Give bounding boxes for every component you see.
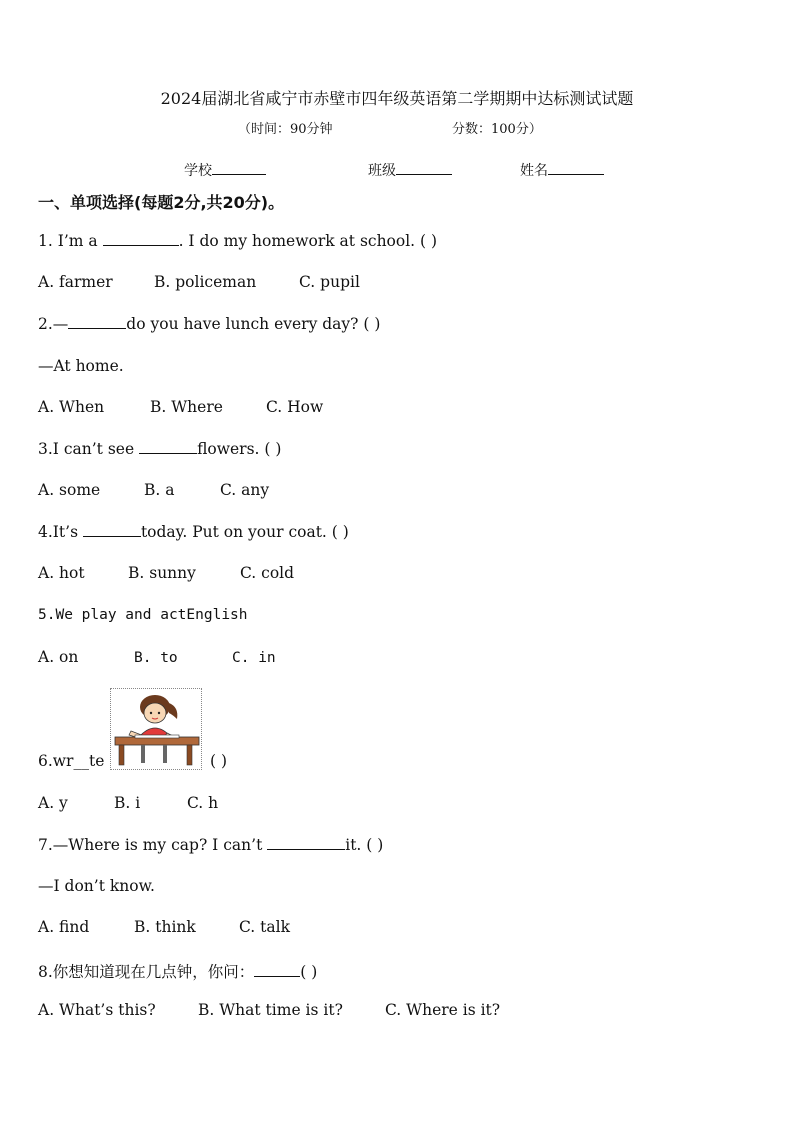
question-8 (38, 960, 317, 982)
exam-time: （时间：90分钟 (238, 122, 333, 137)
question-1-stem: 1. I’m a (38, 232, 103, 250)
question-4-options (38, 564, 294, 582)
option-c[interactable]: C. any (220, 481, 270, 499)
question-2-reply: —At home. (38, 357, 124, 375)
option-a[interactable]: A. hot (38, 564, 85, 582)
question-7 (38, 836, 383, 854)
question-6 (38, 752, 104, 770)
question-8-options (38, 1001, 500, 1019)
girl-writing-image (110, 688, 202, 770)
class-label: 班级 (368, 163, 396, 179)
question-7-reply: —I don’t know. (38, 877, 155, 895)
option-a[interactable]: A. some (38, 481, 101, 499)
question-7-blank[interactable] (267, 837, 345, 850)
question-8-stem-end: ( ) (300, 963, 318, 981)
question-7-options (38, 918, 290, 936)
page-title: 2024届湖北省咸宁市赤壁市四年级英语第二学期期中达标测试试题 (160, 89, 634, 108)
option-c[interactable]: C. pupil (299, 273, 360, 291)
question-3 (38, 440, 281, 458)
option-a[interactable]: A. find (38, 918, 90, 936)
question-3-stem-end: flowers. ( ) (197, 440, 282, 458)
question-8-stem: 8.你想知道现在几点钟，你问： (38, 963, 255, 981)
question-1-stem-end: . I do my homework at school. ( ) (178, 232, 438, 250)
option-a[interactable]: A. What’s this? (38, 1001, 156, 1019)
question-6-stem: 6.wr__te (38, 752, 105, 770)
question-1-options (38, 273, 360, 291)
question-6-answer-paren[interactable]: ( ) (210, 752, 228, 770)
question-3-options (38, 481, 269, 499)
option-c[interactable]: C. cold (240, 564, 295, 582)
option-c[interactable]: C. h (187, 794, 219, 812)
question-2-options (38, 398, 323, 416)
name-field (520, 160, 604, 180)
option-b[interactable]: B. What time is it? (198, 1001, 343, 1019)
question-1-blank[interactable] (103, 233, 179, 246)
question-4 (38, 523, 349, 541)
question-3-blank[interactable] (139, 441, 197, 454)
school-field (184, 160, 266, 180)
question-5-options (38, 648, 276, 666)
option-b[interactable]: B. to (134, 650, 178, 666)
question-4-stem-end: today. Put on your coat. ( ) (140, 523, 349, 541)
class-blank[interactable] (396, 162, 452, 175)
question-6-options (38, 794, 218, 812)
option-a[interactable]: A. on (38, 648, 79, 666)
question-7-stem-end: it. ( ) (345, 836, 384, 854)
question-5 (38, 607, 248, 623)
option-b[interactable]: B. sunny (128, 564, 196, 582)
question-5-stem: 5.We play and actEnglish (38, 607, 248, 623)
option-c[interactable]: C. talk (239, 918, 290, 936)
option-b[interactable]: B. think (134, 918, 196, 936)
question-1 (38, 232, 437, 250)
option-b[interactable]: B. Where (150, 398, 223, 416)
question-4-stem: 4.It’s (38, 523, 83, 541)
option-c[interactable]: C. in (232, 650, 276, 666)
option-b[interactable]: B. policeman (154, 273, 257, 291)
question-4-blank[interactable] (83, 524, 141, 537)
exam-score: 分数：100分） (452, 122, 542, 137)
school-label: 学校 (184, 163, 212, 179)
option-a[interactable]: A. When (38, 398, 105, 416)
question-2-stem-end: do you have lunch every day? ( ) (126, 315, 381, 333)
question-2 (38, 315, 380, 333)
option-a[interactable]: A. y (38, 794, 68, 812)
name-label: 姓名 (520, 163, 548, 179)
option-a[interactable]: A. farmer (38, 273, 113, 291)
option-b[interactable]: B. a (144, 481, 175, 499)
option-b[interactable]: B. i (114, 794, 141, 812)
school-blank[interactable] (212, 162, 266, 175)
option-c[interactable]: C. How (266, 398, 324, 416)
name-blank[interactable] (548, 162, 604, 175)
class-field (368, 160, 452, 180)
option-c[interactable]: C. Where is it? (385, 1001, 501, 1019)
question-7-stem: 7.—Where is my cap? I can’t (38, 836, 268, 854)
question-2-stem: 2.— (38, 315, 69, 333)
question-3-stem: 3.I can’t see (38, 440, 140, 458)
section-heading: 一、单项选择(每题2分,共20分)。 (38, 193, 285, 212)
question-2-blank[interactable] (68, 316, 126, 329)
question-8-blank[interactable] (254, 964, 300, 977)
